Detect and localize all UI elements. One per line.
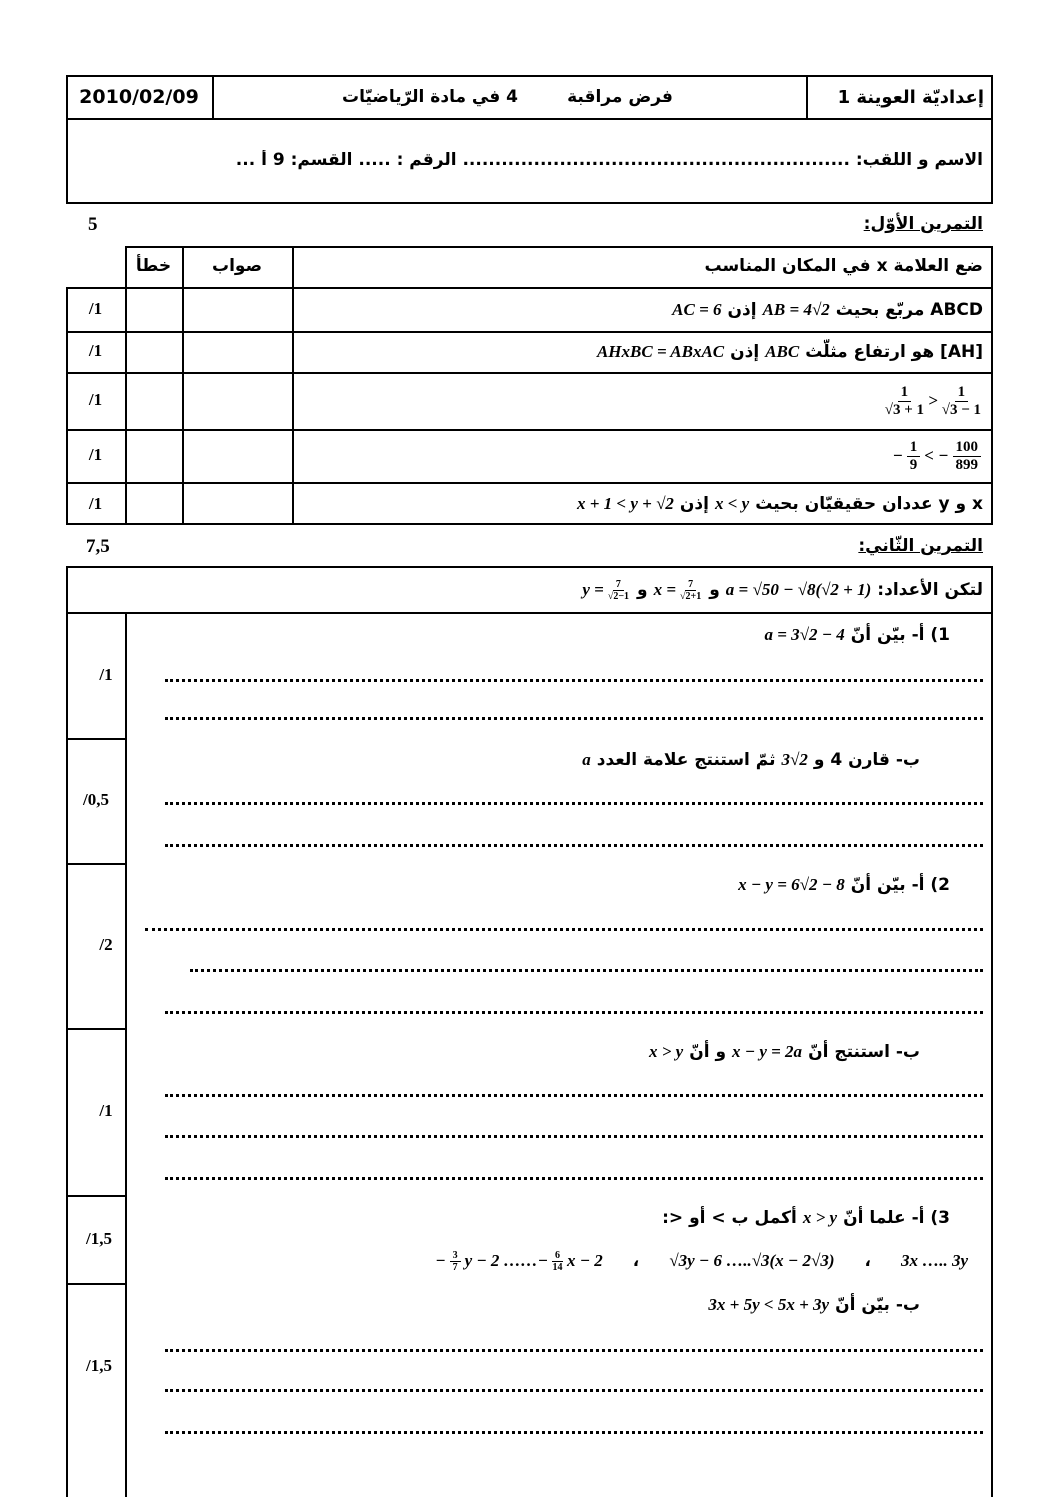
exercise2-points: 7,5 xyxy=(86,536,110,557)
school-name: إعداديّة العوينة 1 xyxy=(837,87,984,108)
answer-line[interactable] xyxy=(190,969,983,972)
statement-3 xyxy=(883,373,983,429)
statement-4 xyxy=(892,430,983,482)
fraction xyxy=(680,579,701,602)
math-expression: AHxBC = ABxAC xyxy=(596,342,725,361)
divider xyxy=(212,75,214,119)
answer-line[interactable] xyxy=(165,1177,983,1180)
question-3a xyxy=(662,1203,950,1233)
text-segment: ب- استنتج أنّ xyxy=(808,1042,920,1062)
checkbox-false[interactable] xyxy=(127,333,181,523)
student-info-line[interactable]: الاسم و اللقب: ............................................................ الرقم : ..... القسم: 9 أ ... xyxy=(235,150,983,170)
math-expression: x − y = 2a xyxy=(732,1042,803,1061)
row-score: /1 xyxy=(88,299,103,318)
row-score: /1 xyxy=(88,341,103,360)
math-expression: x − 2 xyxy=(566,1251,603,1270)
math-expression: a = 3√2 − 4 xyxy=(764,625,845,644)
exercise1-points: 5 xyxy=(88,214,98,235)
answer-line[interactable] xyxy=(165,1135,983,1138)
denominator: 14 xyxy=(552,1261,563,1273)
statement-1 xyxy=(672,289,983,331)
math-group xyxy=(892,439,983,473)
question-3b xyxy=(708,1290,920,1320)
text-segment: ABCD مربّع بحيث xyxy=(835,300,983,320)
math-expression: > xyxy=(928,391,938,410)
exercise2-title: التمرين الثّاني: xyxy=(858,536,983,556)
denominator: 899 xyxy=(955,456,978,473)
answer-line[interactable] xyxy=(165,802,983,805)
row-score: /1 xyxy=(88,494,103,513)
question-score: /1,5 xyxy=(86,1356,112,1375)
text-segment: إذن xyxy=(730,342,760,362)
question-1b xyxy=(582,745,920,775)
math-expression: x − y = 6√2 − 8 xyxy=(738,875,845,894)
column-header-false: خطأ xyxy=(135,256,172,276)
question-score: /1 xyxy=(99,1101,113,1120)
question-score: /2 xyxy=(99,935,113,954)
math-expression: 3x + 5y < 5x + 3y xyxy=(708,1295,830,1314)
text-segment: لتكن الأعداد: xyxy=(877,580,983,600)
math-expression: 3x ….. 3y xyxy=(900,1251,968,1270)
math-expression: AC = 6 xyxy=(672,300,722,319)
numerator: 7 xyxy=(613,579,624,591)
text-segment: أكمل ب > أو <: xyxy=(662,1208,797,1228)
numerator: 100 xyxy=(953,439,982,457)
row-score: /1 xyxy=(88,445,103,464)
column-header-true: صواب xyxy=(212,256,262,276)
math-expression: a = √50 − √8(√2 + 1) xyxy=(725,580,872,599)
denominator: √2−1 xyxy=(607,590,630,602)
text-segment: و xyxy=(637,580,648,600)
denominator: √2+1 xyxy=(680,590,702,602)
numerator: 6 xyxy=(552,1250,563,1262)
answer-line[interactable] xyxy=(165,1094,983,1097)
answer-line[interactable] xyxy=(165,1389,983,1392)
math-expression: y = xyxy=(582,580,604,599)
statement-5 xyxy=(577,483,983,525)
math-group xyxy=(654,579,704,602)
math-expression: x = xyxy=(653,580,677,599)
text-segment: ، xyxy=(864,1251,871,1271)
exercise2-intro xyxy=(582,568,983,612)
fraction xyxy=(953,439,982,473)
question-score: /1,5 xyxy=(86,1229,112,1248)
text-segment: ثمّ استنتج علامة العدد xyxy=(596,750,776,770)
answer-line[interactable] xyxy=(165,717,983,720)
text-segment: ب- قارن 4 و xyxy=(813,750,920,770)
fraction xyxy=(552,1250,563,1273)
math-expression: x > y xyxy=(802,1208,838,1227)
denominator: √3 − 1 xyxy=(941,401,981,418)
text-segment: 1) أ- بيّن أنّ xyxy=(850,625,950,645)
exam-type: فرض مراقبة xyxy=(567,87,673,107)
row-score: /1 xyxy=(88,390,103,409)
math-expression: a xyxy=(582,750,591,769)
exercise1-title: التمرين الأوّل: xyxy=(863,214,983,234)
math-expression: x > y xyxy=(648,1042,684,1061)
text-segment: ب- بيّن أنّ xyxy=(835,1295,920,1315)
math-expression: < − xyxy=(924,446,949,465)
text-segment: و xyxy=(709,580,720,600)
math-group xyxy=(883,384,983,418)
answer-line[interactable] xyxy=(165,1349,983,1352)
text-segment: x و y عددان حقيقيّان بحيث xyxy=(755,494,983,514)
text-segment: و أنّ xyxy=(689,1042,727,1062)
math-expression: x < y xyxy=(714,494,750,513)
numerator: 3 xyxy=(450,1250,461,1262)
fraction xyxy=(450,1250,461,1273)
question-1a xyxy=(764,620,950,650)
math-group xyxy=(435,1250,603,1273)
text-segment: [AH] هو ارتفاع مثلّث xyxy=(805,342,983,362)
numerator: 1 xyxy=(898,384,912,402)
text-segment: ، xyxy=(632,1251,640,1271)
text-segment: إذن xyxy=(727,300,757,320)
answer-line[interactable] xyxy=(165,679,983,682)
math-expression: y − 2 ……− xyxy=(464,1251,548,1270)
question-score: /0,5 xyxy=(83,790,109,809)
fraction xyxy=(907,439,921,473)
checkbox-true[interactable] xyxy=(184,333,290,523)
question-3-expressions xyxy=(435,1244,968,1278)
math-expression: ABC xyxy=(765,342,800,361)
math-group xyxy=(582,579,631,602)
math-expression: − xyxy=(435,1251,446,1270)
question-2a xyxy=(738,870,950,900)
denominator: 7 xyxy=(452,1261,458,1273)
exercise1-table xyxy=(66,246,993,525)
question-2b xyxy=(649,1037,920,1067)
fraction xyxy=(885,384,924,418)
answer-line[interactable] xyxy=(165,1011,983,1014)
text-segment: إذن xyxy=(679,494,709,514)
math-expression: √3y − 6 …..√3(x − 2√3) xyxy=(669,1251,835,1270)
divider xyxy=(66,118,993,120)
answer-line[interactable] xyxy=(165,844,983,847)
math-expression: 3√2 xyxy=(781,750,808,769)
instruction: ضع العلامة x في المكان المناسب xyxy=(704,256,983,276)
exercise2-box xyxy=(66,566,993,1497)
numerator: 7 xyxy=(685,579,696,591)
text-segment: 2) أ- بيّن أنّ xyxy=(850,875,950,895)
denominator: 9 xyxy=(909,456,918,473)
answer-line[interactable] xyxy=(165,1431,983,1434)
math-expression: x + 1 < y + √2 xyxy=(576,494,674,513)
exam-date: 2010/02/09 xyxy=(79,86,199,108)
math-expression: AB = 4√2 xyxy=(762,300,830,319)
math-expression: − xyxy=(892,446,903,465)
fraction xyxy=(942,384,981,418)
numerator: 1 xyxy=(907,439,921,457)
numerator: 1 xyxy=(955,384,969,402)
statement-2 xyxy=(597,332,983,372)
denominator: √3 + 1 xyxy=(884,401,925,418)
question-score: /1 xyxy=(99,665,113,684)
answer-line[interactable] xyxy=(145,928,983,931)
text-segment: 3) أ- علما أنّ xyxy=(843,1208,950,1228)
exam-subject: 4 في مادة الرّياضيّات xyxy=(342,87,518,107)
fraction xyxy=(608,579,629,602)
